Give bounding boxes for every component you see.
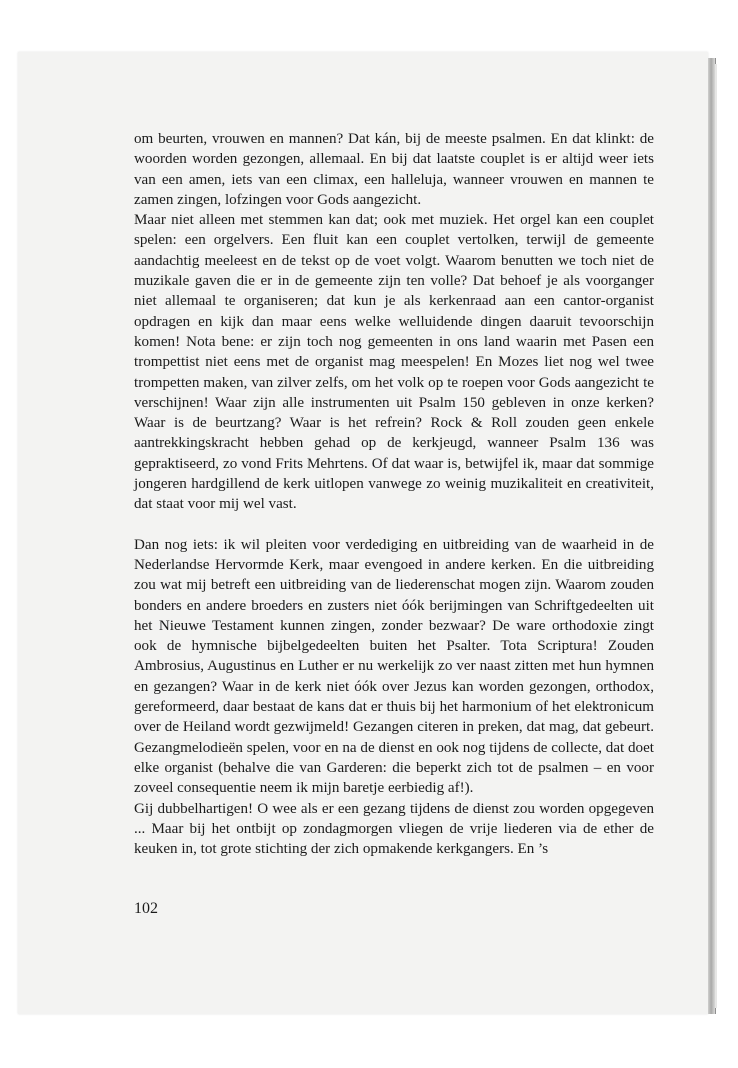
paragraph-3: Dan nog iets: ik wil pleiten voor verdediging en uitbreiding van de waarheid in de Nederlandse Hervormde Kerk, maar evengoed in andere kerken. En die uitbreiding zou wat mij betreft een uitbreiding van de liederenschat mogen zijn. Waarom zouden bonders en andere broeders en zusters niet óók berijmingen van Schriftgedeelten uit het Nieuwe Testament kunnen zingen, zonder bezwaar? De ware orthodoxie zingt ook de hymnische bijbelgedeelten buiten het Psalter. Tota Scriptura! Zouden Ambrosius, Augustinus en Luther er nu werkelijk zo ver naast zitten met hun hymnen en gezangen? Waar in de kerk niet óók over Jezus kan worden gezongen, orthodox, gereformeerd, daar bestaat de kans dat er thuis bij het harmonium of het elektronicum over de Heiland wordt gezwijmeld! Gezangen citeren in preken, dat mag, dat gebeurt. Gezangmelodieën spelen, voor en na de dienst en ook nog tijdens de collecte, dat doet elke organist (behalve die van Garderen: die beperkt zich tot de psalmen – en voor zoveel consequentie neem ik mijn baretje eerbiedig af!).	[134, 536, 654, 797]
page-number: 102	[134, 900, 158, 917]
paragraph-4: Gij dubbelhartigen! O wee als er een gezang tijdens de dienst zou worden opgegeven ... Maar bij het ontbijt op zondagmorgen vliegen de vrije liederen via de ether de keuken in, tot grote stichting der zich opmakende kerkgangers. En ’s	[134, 800, 654, 858]
body-text	[134, 129, 654, 859]
paragraph-1: om beurten, vrouwen en mannen? Dat kán, bij de meeste psalmen. En dat klinkt: de woorden worden gezongen, allemaal. En bij dat laatste couplet is er altijd weer iets van een amen, iets van een climax, een halleluja, wanneer vrouwen en mannen te zamen zingen, lofzingen voor Gods aangezicht.	[134, 131, 654, 208]
paragraph-2: Maar niet alleen met stemmen kan dat; ook met muziek. Het orgel kan een couplet spelen: een orgelvers. Een fluit kan een couplet vertolken, terwijl de gemeente aandachtig meeleest en de tekst op de voet volgt. Waarom benutten we toch niet de muzikale gaven die er in de gemeente zijn ten volle? Dat behoef je als voorganger niet allemaal te organiseren; dat kun je als kerkenraad aan een cantor-organist opdragen en kijk dan maar eens welke welluidende dingen daaruit tevoorschijn komen! Nota bene: er zijn toch nog gemeenten in ons land waarin met Pasen een trompettist niet eens met de organist mag meespelen! En Mozes liet nog wel twee trompetten maken, van zilver zelfs, om het volk op te roepen voor Gods aangezicht te verschijnen! Waar zijn alle instrumenten uit Psalm 150 gebleven in onze kerken? Waar is de beurtzang? Waar is het refrein? Rock & Roll zouden geen enkele aantrekkingskracht hebben gehad op de kerkjeugd, wanneer Psalm 136 was gepraktiseerd, zo vond Frits Mehrtens. Of dat waar is, betwijfel ik, maar dat sommige jongeren hardgillend de kerk uitlopen vanwege zo weinig muzikaliteit en creativiteit, dat staat voor mij wel vast.	[134, 212, 654, 513]
page-edge	[715, 64, 717, 1008]
